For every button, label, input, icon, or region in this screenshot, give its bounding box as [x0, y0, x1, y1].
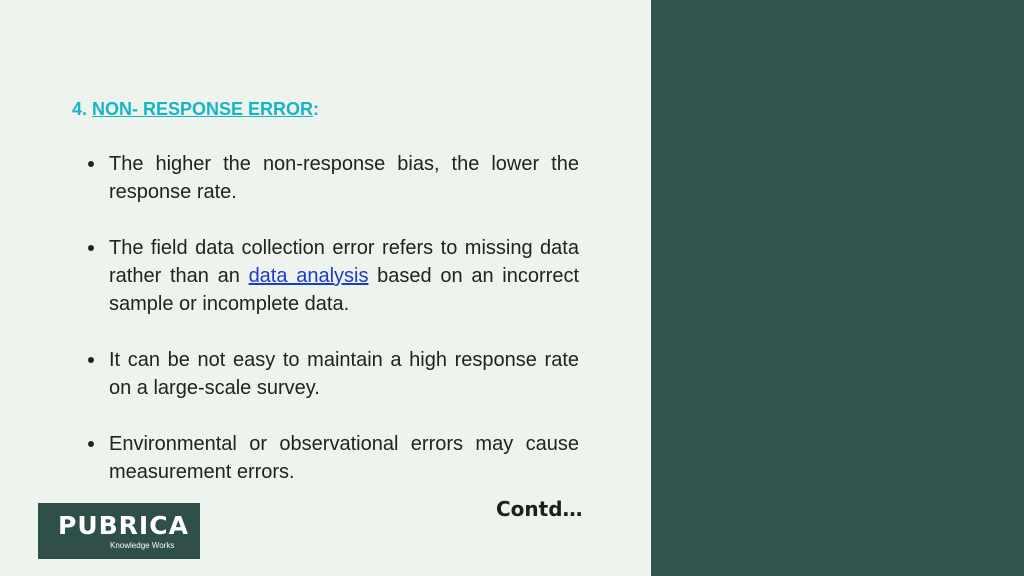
bullet-text: Environmental or observational errors may cause measurement errors.	[109, 433, 579, 483]
bullet-text-before: The field data collection error refers to missing data rather than an	[109, 237, 579, 287]
bullet-dot-icon	[88, 357, 94, 363]
bullet-text-after: based on an incorrect sample or incomplete data.	[109, 265, 579, 315]
bullet-text: It can be not easy to maintain a high response rate on a large-scale survey.	[109, 349, 579, 399]
bullet-dot-icon	[88, 161, 94, 167]
bullet-text: The higher the non-response bias, the lower the response rate.	[109, 153, 579, 203]
heading-link[interactable]: NON- RESPONSE ERROR	[92, 99, 314, 119]
bullet-dot-icon	[88, 441, 94, 447]
contd-label: Contd…	[496, 497, 583, 521]
logo-name: PUBRICA	[58, 511, 189, 540]
bullet-dot-icon	[88, 245, 94, 251]
heading-number: 4.	[72, 99, 93, 119]
bullet-item	[86, 150, 579, 206]
heading-suffix: :	[313, 99, 320, 119]
bullet-item	[86, 234, 579, 318]
data-analysis-link[interactable]: data analysis	[248, 265, 369, 287]
bullet-item	[86, 346, 579, 402]
section-heading	[72, 99, 319, 120]
pubrica-logo	[38, 503, 200, 559]
bullet-item	[86, 430, 579, 486]
bullet-list	[86, 150, 579, 514]
right-side-panel	[651, 0, 1024, 576]
logo-tagline: Knowledge Works	[110, 541, 175, 550]
